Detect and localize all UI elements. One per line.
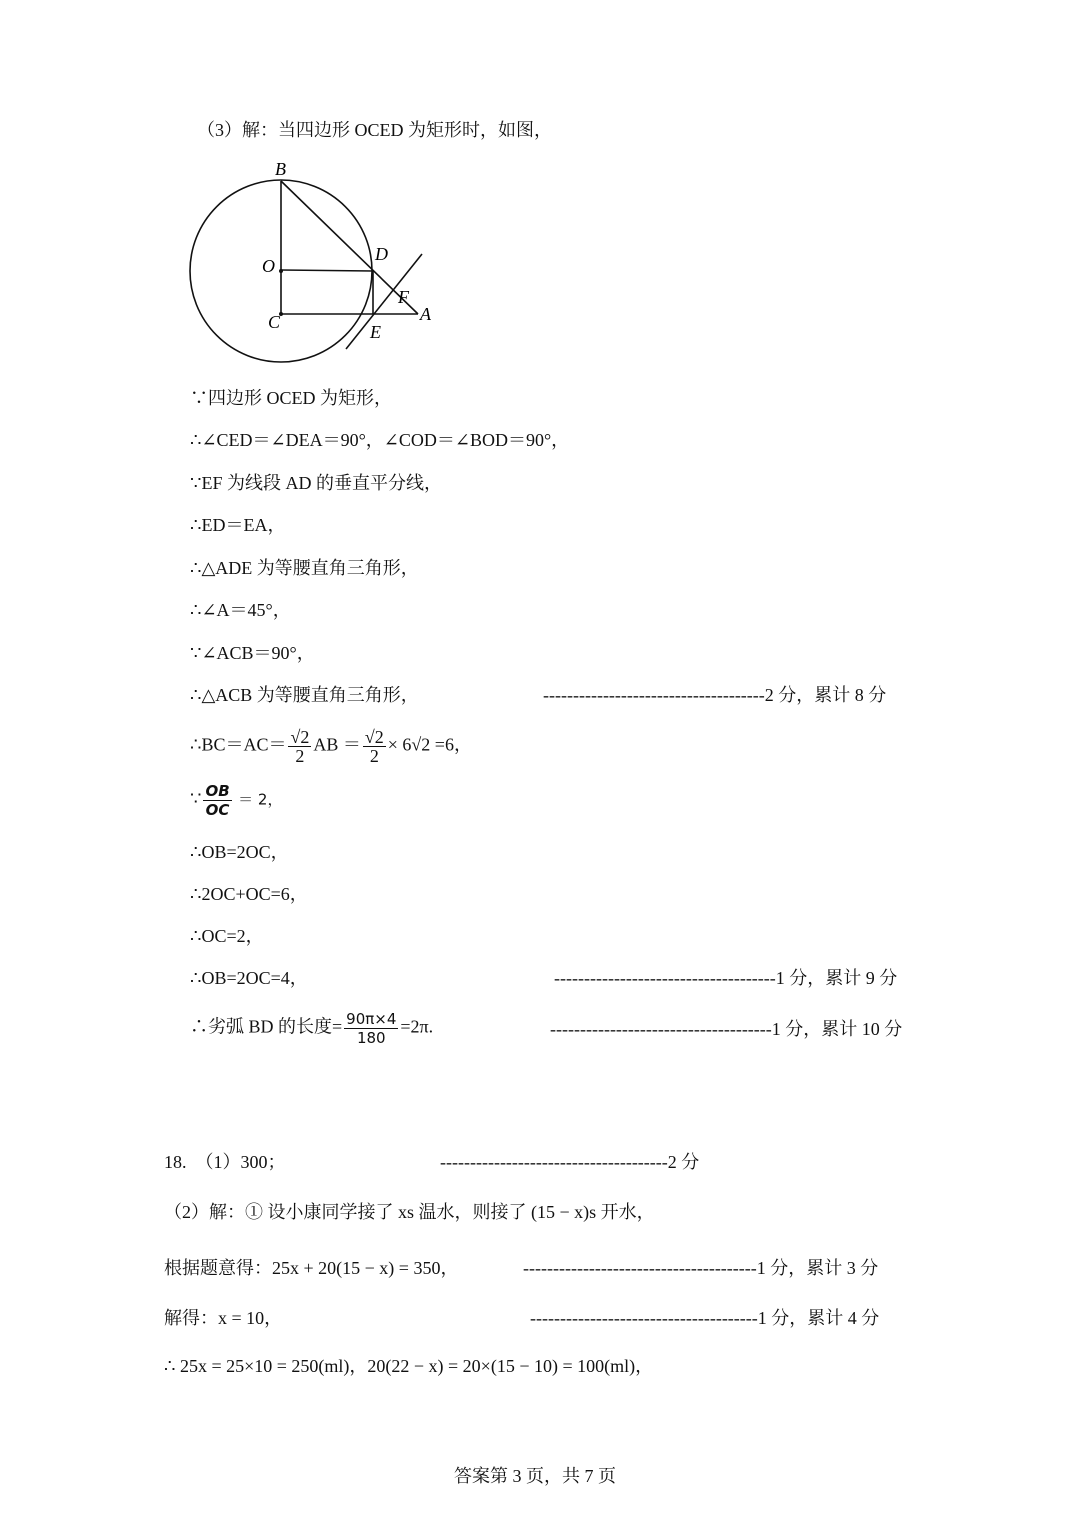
segment-od bbox=[281, 270, 373, 271]
score-note: -------------------------------------2 分，累计 8 分 bbox=[543, 685, 887, 705]
eq-text: × 6√2 =6， bbox=[387, 734, 472, 755]
fraction bbox=[203, 782, 231, 819]
proof-line: ∴△ACB 为等腰直角三角形， bbox=[190, 685, 419, 705]
q18-result: ∴ 25x = 25×10 = 250(ml)，20(22 − x) = 20×(15 − 10) = 100(ml)， bbox=[164, 1356, 654, 1376]
proof-line: ∴OB=2OC=4， bbox=[190, 968, 308, 988]
proof-line: ∴2OC+OC=6， bbox=[190, 884, 308, 904]
fraction bbox=[288, 728, 311, 765]
q18-part1: 18. （1）300； bbox=[164, 1152, 286, 1172]
eq-text: =2π. bbox=[400, 1016, 434, 1037]
bc-equation bbox=[190, 728, 472, 765]
part3-title: （3）解：当四边形 OCED 为矩形时，如图， bbox=[197, 120, 552, 140]
proof-line: ∵EF 为线段 AD 的垂直平分线， bbox=[190, 473, 442, 493]
numerator: √2 bbox=[364, 727, 384, 747]
score-note: -------------------------------------1 分，累计 10 分 bbox=[550, 1019, 903, 1039]
proof-line: ∴ED＝EA， bbox=[190, 515, 286, 535]
proof-line: ∵∠ACB＝90°， bbox=[190, 643, 315, 663]
q18-equation: 根据题意得：25x + 20(15 − x) = 350， bbox=[164, 1258, 459, 1278]
denominator: 2 bbox=[295, 746, 305, 766]
label-a: A bbox=[420, 304, 431, 324]
proof-line: ∴△ADE 为等腰直角三角形， bbox=[190, 558, 419, 578]
geometry-diagram bbox=[180, 150, 450, 370]
score-note: --------------------------------------2 分 bbox=[440, 1152, 700, 1172]
label-b: B bbox=[275, 159, 286, 179]
label-d: D bbox=[375, 244, 388, 264]
denominator: 2 bbox=[369, 746, 379, 766]
label-f: F bbox=[398, 287, 409, 307]
score-note: --------------------------------------1 分，累计 4 分 bbox=[530, 1308, 880, 1328]
denominator: OC bbox=[205, 801, 230, 819]
proof-line: ∴∠A＝45°， bbox=[190, 600, 291, 620]
proof-line: ∴OB=2OC， bbox=[190, 842, 289, 862]
q18-solution: 解得：x = 10， bbox=[164, 1308, 283, 1328]
numerator: 90π×4 bbox=[346, 1010, 397, 1028]
line-ef bbox=[346, 254, 422, 349]
denominator: 180 bbox=[356, 1029, 386, 1047]
eq-text: ∴BC＝AC＝ bbox=[190, 734, 287, 755]
score-note: ---------------------------------------1 分，累计 3 分 bbox=[523, 1258, 879, 1278]
eq-text: ∵ bbox=[190, 788, 202, 809]
proof-line: ∴OC=2， bbox=[190, 926, 264, 946]
arc-equation bbox=[190, 1010, 433, 1047]
eq-text: AB ＝ bbox=[313, 734, 361, 755]
proof-line: ∵四边形 OCED 为矩形， bbox=[190, 388, 392, 408]
eq-text: ＝ 2， bbox=[238, 790, 283, 809]
label-c: C bbox=[268, 312, 281, 332]
q18-part2-setup: （2）解：① 设小康同学接了 xs 温水，则接了 (15 − x)s 开水， bbox=[164, 1202, 655, 1222]
label-e: E bbox=[370, 322, 381, 342]
fraction bbox=[363, 728, 386, 765]
proof-line: ∴∠CED＝∠DEA＝90°，∠COD＝∠BOD＝90°， bbox=[190, 430, 570, 450]
page-footer: 答案第 3 页，共 7 页 bbox=[454, 1466, 616, 1486]
label-o: O bbox=[262, 256, 275, 276]
ratio-equation bbox=[190, 782, 282, 819]
score-note: -------------------------------------1 分，累计 9 分 bbox=[554, 968, 898, 988]
numerator: OB bbox=[205, 782, 230, 800]
fraction bbox=[344, 1010, 398, 1047]
numerator: √2 bbox=[290, 727, 310, 747]
eq-text: ∴劣弧 BD 的长度= bbox=[190, 1016, 343, 1037]
